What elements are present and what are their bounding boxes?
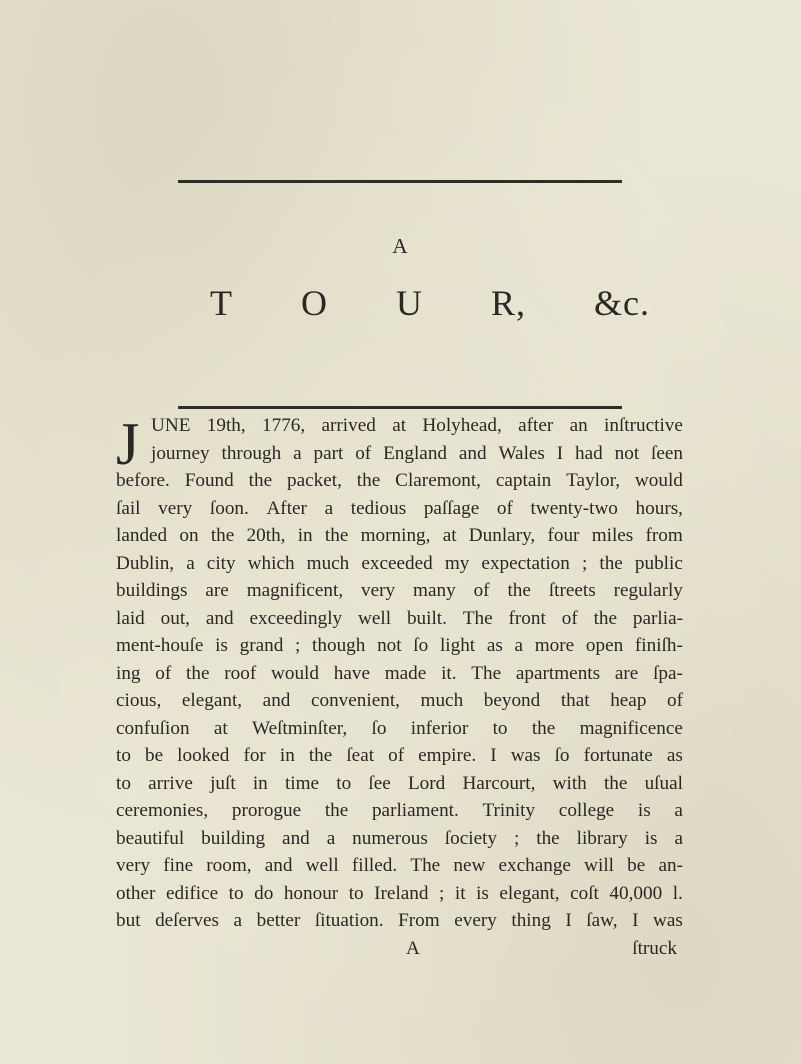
text-line: beautiful building and a numerous ſociety ; the library is a <box>116 827 683 849</box>
title-letter: R, <box>491 283 527 323</box>
title-letter: T <box>210 283 233 323</box>
drop-cap: J <box>116 411 140 477</box>
text-line: very fine room, and well filled. The new exchange will be an- <box>116 855 683 876</box>
text-line: buildings are magnificent, very many of the ſtreets regularly <box>116 580 683 601</box>
text-line: cious, elegant, and convenient, much beyond that heap of <box>116 690 683 711</box>
body-paragraph <box>116 412 683 962</box>
text-line: landed on the 20th, in the morning, at Dunlary, four miles from <box>116 525 683 546</box>
catchword: ſtruck <box>632 937 677 959</box>
page-footer-line <box>116 935 683 963</box>
title-letter: U <box>396 283 423 323</box>
text-line: confuſion at Weſtminſter, ſo inferior to the magnificence <box>116 717 683 739</box>
text-line: before. Found the packet, the Claremont, captain Taylor, would <box>116 470 683 491</box>
top-rule <box>178 180 622 183</box>
text-line: to arrive juſt in time to ſee Lord Harcourt, with the uſual <box>116 772 683 794</box>
text-line: ing of the roof would have made it. The apartments are ſpa- <box>116 662 683 684</box>
text-line: ment-houſe is grand ; though not ſo light as a more open finiſh- <box>116 635 683 656</box>
text-line: ceremonies, prorogue the parliament. Trinity college is a <box>116 800 683 821</box>
heading-article: A <box>392 234 409 258</box>
bottom-rule <box>178 406 622 409</box>
text-line: other edifice to do honour to Ireland ; it is elegant, coſt 40,000 l. <box>116 882 683 904</box>
title-letter: O <box>301 283 328 323</box>
text-line: laid out, and exceedingly well built. The front of the parlia- <box>116 607 683 629</box>
heading-title <box>210 282 650 324</box>
text-line: UNE 19th, 1776, arrived at Holyhead, after an inſtructive <box>151 415 683 436</box>
text-line: journey through a part of England and Wales I had not ſeen <box>151 442 683 464</box>
text-line: ſail very ſoon. After a tedious paſſage of twenty-two hours, <box>116 497 683 519</box>
text-line: to be looked for in the ſeat of empire. I was ſo fortunate as <box>116 745 683 766</box>
signature-mark: A <box>406 937 420 959</box>
text-line: but deſerves a better ſituation. From every thing I ſaw, I was <box>116 910 683 931</box>
text-line: Dublin, a city which much exceeded my expectation ; the public <box>116 552 683 574</box>
title-etc: &c. <box>594 283 650 323</box>
